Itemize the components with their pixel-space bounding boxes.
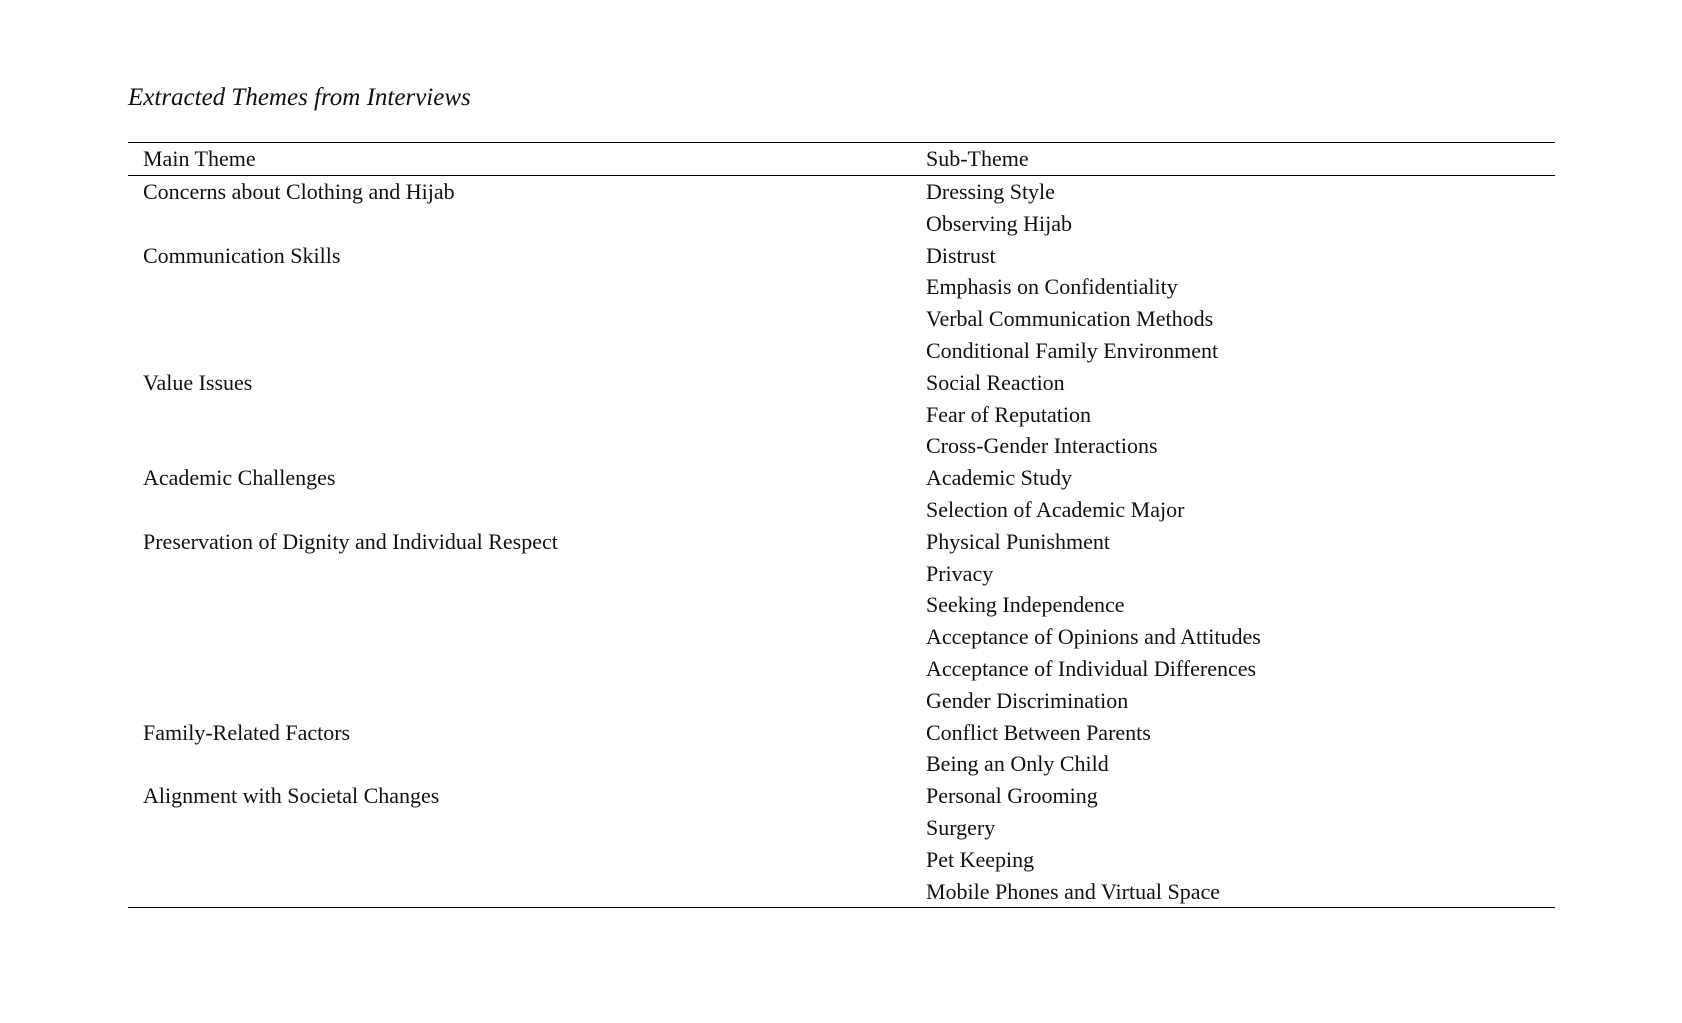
main-theme-cell: Family-Related Factors bbox=[143, 719, 351, 745]
table-row bbox=[128, 876, 1555, 908]
table-caption: Extracted Themes from Interviews bbox=[128, 84, 471, 111]
table-row bbox=[128, 208, 1555, 240]
sub-theme-cell: Pet Keeping bbox=[926, 846, 1035, 872]
sub-theme-cell: Acceptance of Opinions and Attitudes bbox=[926, 624, 1261, 650]
sub-theme-cell: Emphasis on Confidentiality bbox=[926, 274, 1178, 300]
sub-theme-cell: Conditional Family Environment bbox=[926, 337, 1219, 363]
themes-table bbox=[128, 142, 1555, 908]
sub-theme-cell: Cross-Gender Interactions bbox=[926, 433, 1158, 459]
sub-theme-cell: Social Reaction bbox=[926, 369, 1065, 395]
table-row bbox=[128, 748, 1555, 780]
table-row bbox=[128, 494, 1555, 526]
table-row bbox=[128, 367, 1555, 399]
table-row bbox=[128, 685, 1555, 717]
main-theme-cell: Communication Skills bbox=[143, 242, 341, 268]
sub-theme-cell: Verbal Communication Methods bbox=[926, 306, 1214, 332]
table-row bbox=[128, 526, 1555, 558]
sub-theme-cell: Mobile Phones and Virtual Space bbox=[926, 878, 1221, 904]
table-row bbox=[128, 240, 1555, 272]
header-sub-theme: Sub-Theme bbox=[926, 146, 1029, 171]
sub-theme-cell: Being an Only Child bbox=[926, 751, 1109, 777]
main-theme-cell: Concerns about Clothing and Hijab bbox=[143, 179, 455, 204]
sub-theme-cell: Seeking Independence bbox=[926, 592, 1125, 618]
main-theme-cell: Value Issues bbox=[143, 369, 253, 395]
table-row bbox=[128, 589, 1555, 621]
sub-theme-cell: Dressing Style bbox=[926, 179, 1055, 204]
table-row bbox=[128, 462, 1555, 494]
table-row bbox=[128, 717, 1555, 749]
table-row bbox=[128, 653, 1555, 685]
table-row bbox=[128, 271, 1555, 303]
table-row bbox=[128, 430, 1555, 462]
sub-theme-cell: Surgery bbox=[926, 814, 996, 840]
table-row bbox=[128, 844, 1555, 876]
main-theme-cell: Academic Challenges bbox=[143, 465, 336, 491]
sub-theme-cell: Conflict Between Parents bbox=[926, 719, 1151, 745]
table-row bbox=[128, 176, 1555, 208]
sub-theme-cell: Observing Hijab bbox=[926, 210, 1073, 236]
sub-theme-cell: Academic Study bbox=[926, 465, 1073, 491]
table-row bbox=[128, 621, 1555, 653]
main-theme-cell: Preservation of Dignity and Individual Respect bbox=[143, 528, 558, 554]
sub-theme-cell: Selection of Academic Major bbox=[926, 496, 1185, 522]
sub-theme-cell: Gender Discrimination bbox=[926, 687, 1129, 713]
header-main-theme: Main Theme bbox=[143, 146, 256, 171]
table-row bbox=[128, 780, 1555, 812]
table-row bbox=[128, 303, 1555, 335]
sub-theme-cell: Fear of Reputation bbox=[926, 401, 1091, 427]
sub-theme-cell: Privacy bbox=[926, 560, 994, 586]
sub-theme-cell: Acceptance of Individual Differences bbox=[926, 655, 1257, 681]
sub-theme-cell: Personal Grooming bbox=[926, 783, 1098, 809]
table-row bbox=[128, 812, 1555, 844]
table-header-row bbox=[128, 143, 1555, 176]
sub-theme-cell: Physical Punishment bbox=[926, 528, 1110, 554]
main-theme-cell: Alignment with Societal Changes bbox=[143, 783, 440, 809]
table-body bbox=[128, 176, 1555, 907]
table-row bbox=[128, 335, 1555, 367]
table-row bbox=[128, 558, 1555, 590]
sub-theme-cell: Distrust bbox=[926, 242, 996, 268]
table-row bbox=[128, 399, 1555, 431]
